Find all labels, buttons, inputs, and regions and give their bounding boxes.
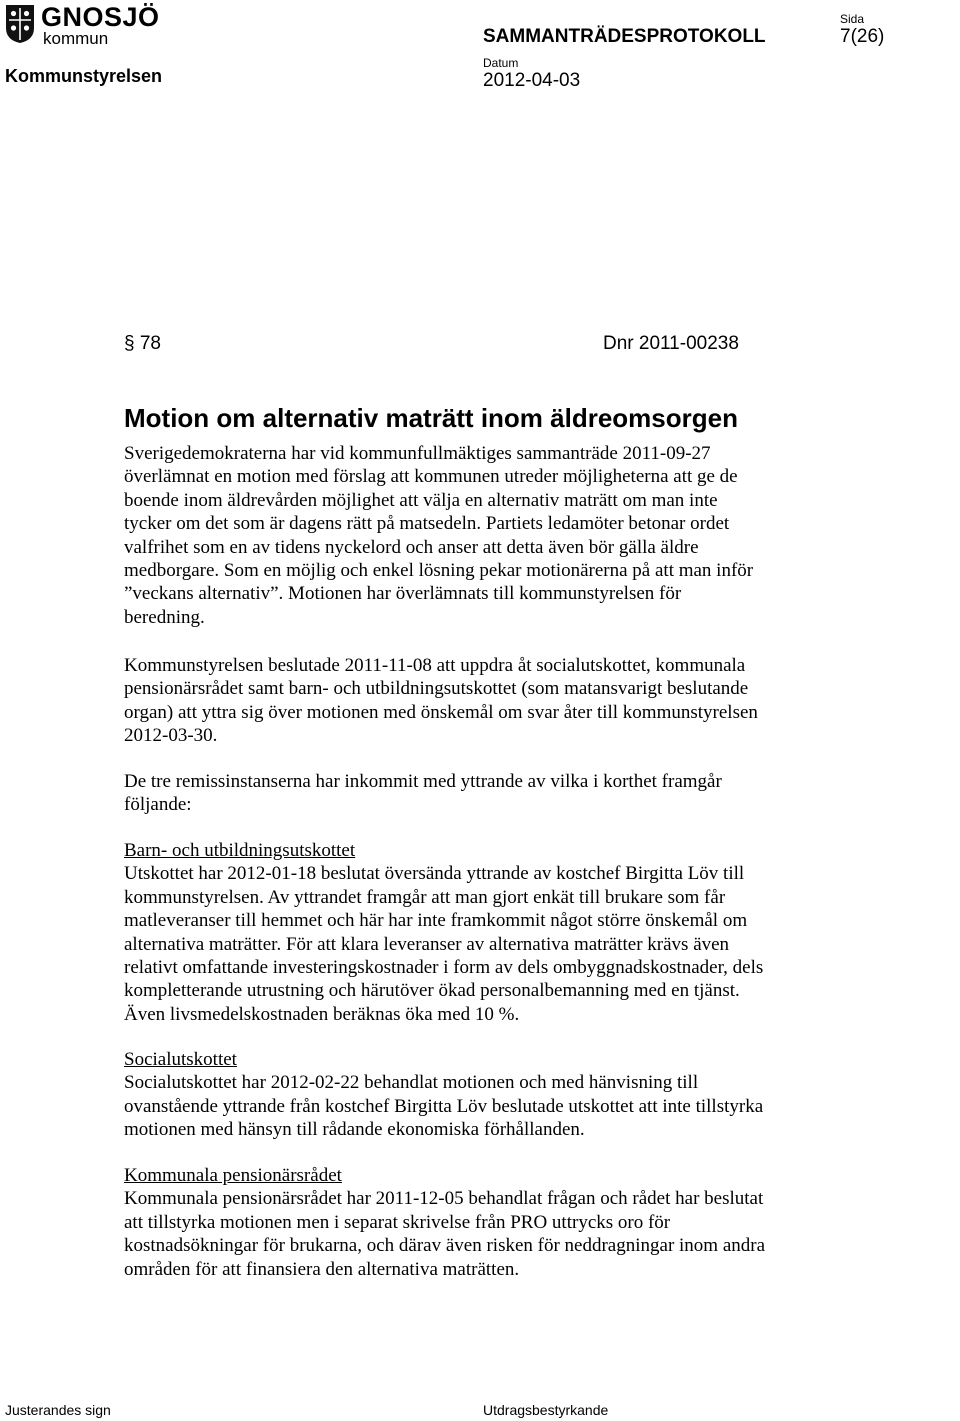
text-line: Kommunstyrelsen beslutade 2011-11-08 att uppdra åt socialutskottet, kommunala bbox=[124, 655, 746, 676]
text-line: alternativa maträtter. För att klara leveranser av alternativa maträtter krävs även bbox=[124, 933, 730, 955]
section-subheading: Kommunala pensionärsrådet bbox=[124, 1165, 342, 1186]
paragraph-motion-summary bbox=[124, 442, 824, 629]
section-subheading: Socialutskottet bbox=[124, 1049, 237, 1070]
text-line: Utskottet har 2012-01-18 beslutat översända yttrande av kostchef Birgitta Löv till bbox=[124, 863, 745, 885]
footer-initials-label: Justerandes sign bbox=[5, 1402, 111, 1418]
date-label: Datum bbox=[483, 56, 519, 70]
page-label: Sida bbox=[840, 12, 865, 26]
text-line: att tillstyrka motionen men i separat skrivelse från PRO uttrycks oro för bbox=[124, 1211, 671, 1233]
footer-certification-label: Utdragsbestyrkande bbox=[483, 1402, 609, 1418]
paragraph-education-committee bbox=[124, 839, 824, 1026]
paragraph-pensioners-council bbox=[124, 1164, 824, 1281]
paragraph-board-decision bbox=[124, 654, 824, 748]
text-line: Kommunala pensionärsrådet har 2011-12-05 behandlat frågan och rådet har beslutat bbox=[124, 1188, 764, 1210]
text-line: följande: bbox=[124, 794, 192, 816]
paragraph-referral-intro bbox=[124, 770, 824, 817]
text-line: Socialutskottet har 2012-02-22 behandlat motionen och med hänvisning till bbox=[124, 1072, 699, 1094]
section-subheading: Barn- och utbildningsutskottet bbox=[124, 840, 356, 861]
logo-subtitle: kommun bbox=[43, 29, 109, 48]
text-line: valfrihet som en av tidens nyckelord och anser att detta även bör gälla äldre bbox=[124, 536, 699, 558]
diary-number: Dnr 2011-00238 bbox=[603, 333, 739, 354]
document-date: 2012-04-03 bbox=[483, 70, 581, 91]
municipality-logo bbox=[5, 4, 175, 48]
text-line: motionen med hänsyn till rådande ekonomiska förhållanden. bbox=[124, 1119, 585, 1141]
text-line: 2012-03-30. bbox=[124, 725, 218, 747]
text-line: organ) att yttra sig över motionen med önskemål om svar åter till kommunstyrelsen bbox=[124, 701, 758, 723]
text-line: matleveranser till hemmet och här har inte framkommit något större önskemål om bbox=[124, 910, 748, 932]
text-line: kostnadsökningar för brukarna, och därav även risken för neddragningar inom andra bbox=[124, 1235, 766, 1257]
text-line: ”veckans alternativ”. Motionen har överlämnats till kommunstyrelsen för bbox=[124, 583, 682, 605]
text-line: områden för att finansiera den alternativa maträtten. bbox=[124, 1258, 520, 1280]
text-line: relativt omfattande investeringskostnader i form av dels ombyggnadskostnader, dels bbox=[124, 957, 764, 979]
text-line: beredning. bbox=[124, 606, 205, 628]
paragraph-number: § 78 bbox=[124, 333, 161, 354]
organization-name: Kommunstyrelsen bbox=[5, 66, 163, 86]
text-line: boende inom äldrevården möjlighet att välja en alternativ maträtt om man inte bbox=[124, 489, 718, 511]
text-line: Sverigedemokraterna har vid kommunfullmäktiges sammanträde 2011-09-27 bbox=[124, 443, 711, 464]
text-line: tycker om det som är dagens rätt på matsedeln. Partiets ledamöter betonar ordet bbox=[124, 513, 730, 535]
page-title: Motion om alternativ maträtt inom äldreomsorgen bbox=[124, 403, 738, 433]
text-line: ovanstående yttrande från kostchef Birgitta Löv beslutade utskottet att inte tillstyrka bbox=[124, 1095, 764, 1117]
text-line: pensionärsrådet samt barn- och utbildningsutskottet (som matansvarigt beslutande bbox=[124, 678, 749, 700]
page-number: 7(26) bbox=[840, 26, 885, 47]
municipal-coat-of-arms-icon bbox=[5, 4, 35, 44]
logo-wordmark: GNOSJÖ bbox=[41, 2, 160, 32]
text-line: kommunstyrelsen. Av yttrandet framgår att man gjort enkät till brukare som får bbox=[124, 886, 726, 908]
text-line: Även livsmedelskostnaden beräknas öka med 10 %. bbox=[124, 1003, 520, 1025]
text-line: överlämnat en motion med förslag att kommunen utreder möjligheterna att ge de bbox=[124, 466, 738, 488]
paragraph-social-committee bbox=[124, 1048, 824, 1142]
document-type: SAMMANTRÄDESPROTOKOLL bbox=[483, 26, 766, 47]
text-line: kompletterande utrustning och härutöver ökad personalbemanning med en tjänst. bbox=[124, 980, 740, 1002]
text-line: De tre remissinstanserna har inkommit med yttrande av vilka i korthet framgår bbox=[124, 771, 722, 792]
text-line: medborgare. Som en möjlig och enkel lösning pekar motionärerna på att man inför bbox=[124, 560, 754, 582]
